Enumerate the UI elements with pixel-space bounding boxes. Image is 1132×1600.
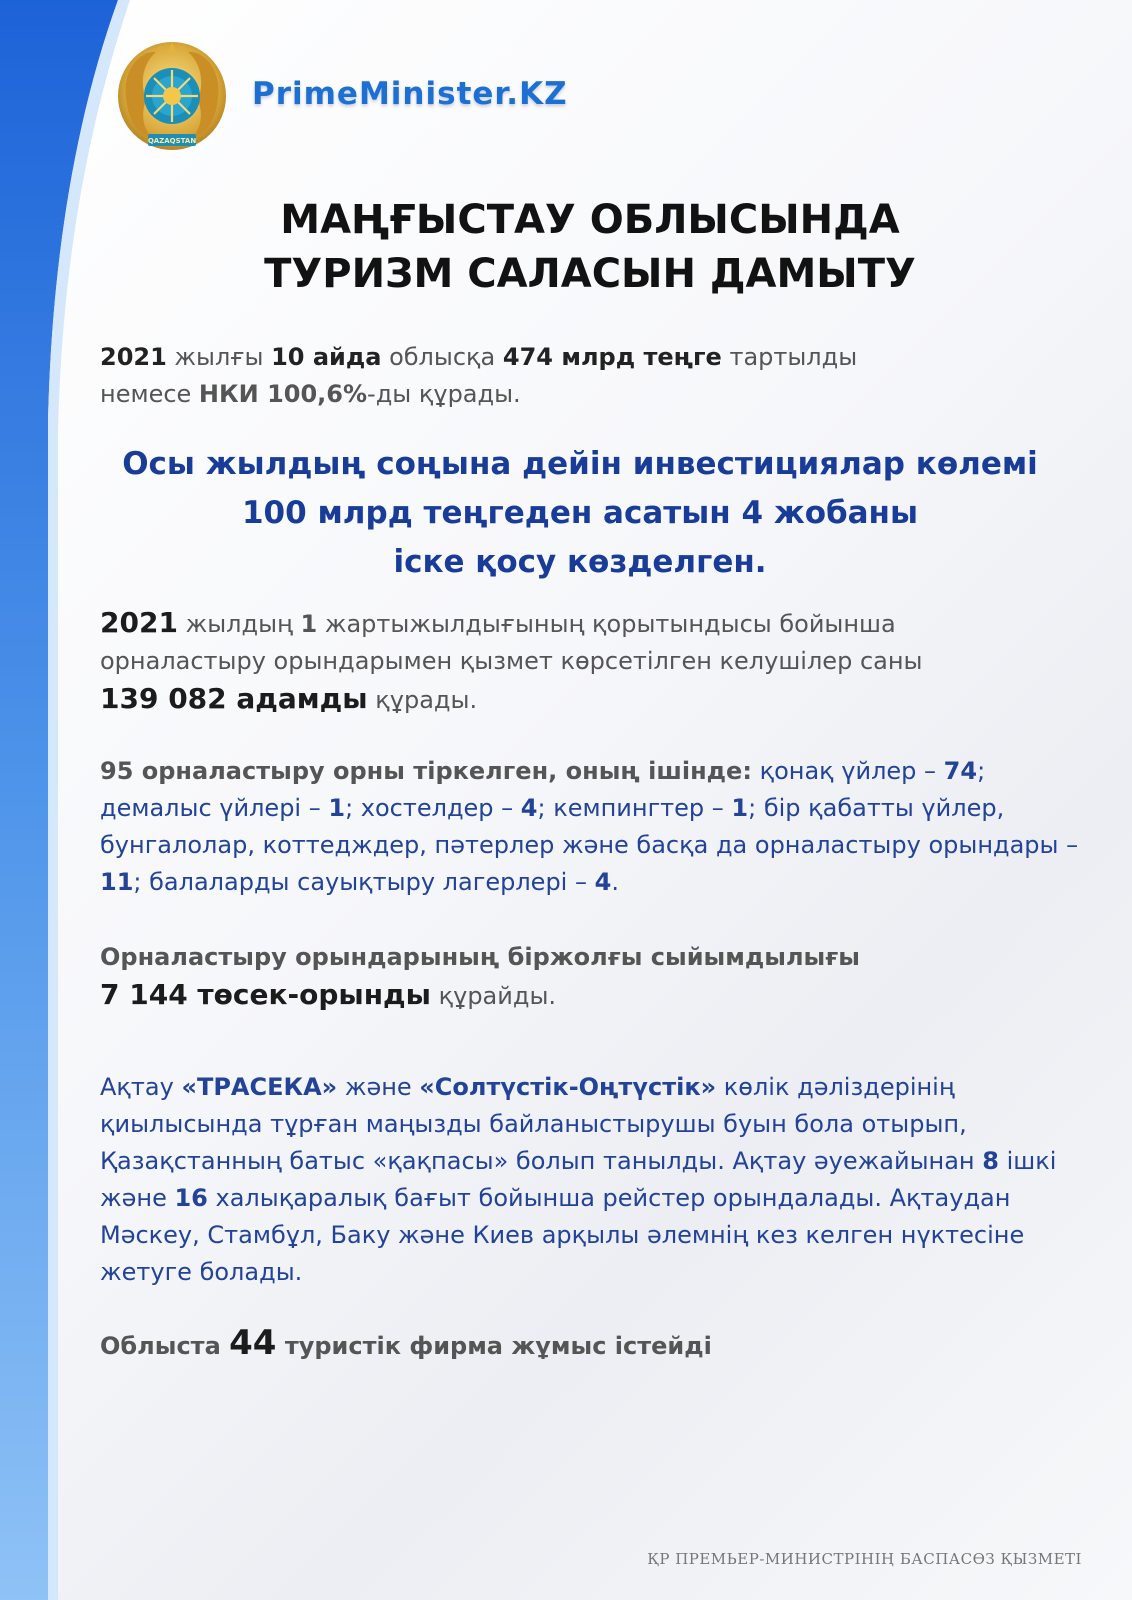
visitors-year: 2021 — [100, 606, 178, 639]
months-value: 10 айда — [271, 343, 382, 371]
footer-press-service: ҚР ПРЕМЬЕР-МИНИСТРІНІҢ БАСПАСӨЗ ҚЫЗМЕТІ — [647, 1550, 1082, 1568]
investment-paragraph: 2021 жылғы 10 айда облысқа 474 млрд теңге тартылды немесе НКИ 100,6%-ды құрады. — [100, 343, 858, 408]
capacity-paragraph: Орналастыру орындарының біржолғы сыйымдылығы 7 144 төсек-орынды құрайды. — [100, 943, 860, 1011]
accommodation-paragraph: 95 орналастыру орны тіркелген, оның ішінде: қонақ үйлер – 74; демалыс үйлері – 1; хостелдер – 4; кемпингтер – 1; бір қабатты үйлер, бунгалолар, коттедждер, пәтерлер және басқа да орналастыру орындары – 11; балаларды сауықтыру лагерлері – 4. — [100, 757, 1079, 896]
investment-amount: 474 млрд теңге — [502, 343, 722, 371]
highlight-line-1: Осы жылдың соңына дейін инвестициялар көлемі — [122, 446, 1038, 482]
emblem-banner-text: QAZAQSTAN — [147, 137, 197, 145]
site-logo-text: PrimeMinister.KZ — [252, 76, 568, 112]
north-south-corridor: «Солтүстік-Оңтүстік» — [419, 1073, 717, 1101]
traceca-corridor: «ТРАСЕКА» — [181, 1073, 338, 1101]
tourist-firms-paragraph: Облыста 44 туристік фирма жұмыс істейді — [100, 1323, 712, 1363]
kazakhstan-emblem-icon — [112, 38, 232, 158]
page-title-line-2: ТУРИЗМ САЛАСЫН ДАМЫТУ — [264, 251, 916, 297]
visitors-count: 139 082 адамды — [100, 682, 368, 715]
international-routes-count: 16 — [174, 1184, 208, 1212]
visitors-paragraph: 2021 жылдың 1 жартыжылдығының қорытындысы бойынша орналастыру орындарымен қызмет көрсетілген келушілер саны 139 082 адамды құрады. — [100, 606, 923, 715]
bed-capacity: 7 144 төсек-орынды — [100, 978, 431, 1011]
tourist-firms-count: 44 — [229, 1323, 277, 1363]
accommodation-lead: 95 орналастыру орны тіркелген, оның ішінде: — [100, 757, 752, 785]
highlight-statement — [100, 440, 1060, 587]
highlight-line-3: іске қосу көзделген. — [393, 544, 767, 580]
highlight-line-2: 100 млрд теңгеден асатын 4 жобаны — [241, 495, 919, 531]
domestic-routes-count: 8 — [982, 1147, 999, 1175]
aktau-transport-paragraph: Ақтау «ТРАСЕКА» және «Солтүстік-Оңтүстік» көлік дәліздерінің қиылысында тұрған маңызды байланыстырушы буын бола отырып, Қазақстанның батыс «қақпасы» болып танылды. Ақтау әуежайынан 8 ішкі және 16 халықаралық бағыт бойынша рейстер орындалады. Ақтаудан Мәскеу, Стамбұл, Баку және Киев арқылы әлемнің кез келген нүктесіне жетуге болады. — [100, 1073, 1057, 1286]
page-title-line-1: МАҢҒЫСТАУ ОБЛЫСЫНДА — [280, 197, 900, 243]
year-value: 2021 — [100, 343, 167, 371]
nki-value: НКИ 100,6% — [198, 380, 368, 408]
